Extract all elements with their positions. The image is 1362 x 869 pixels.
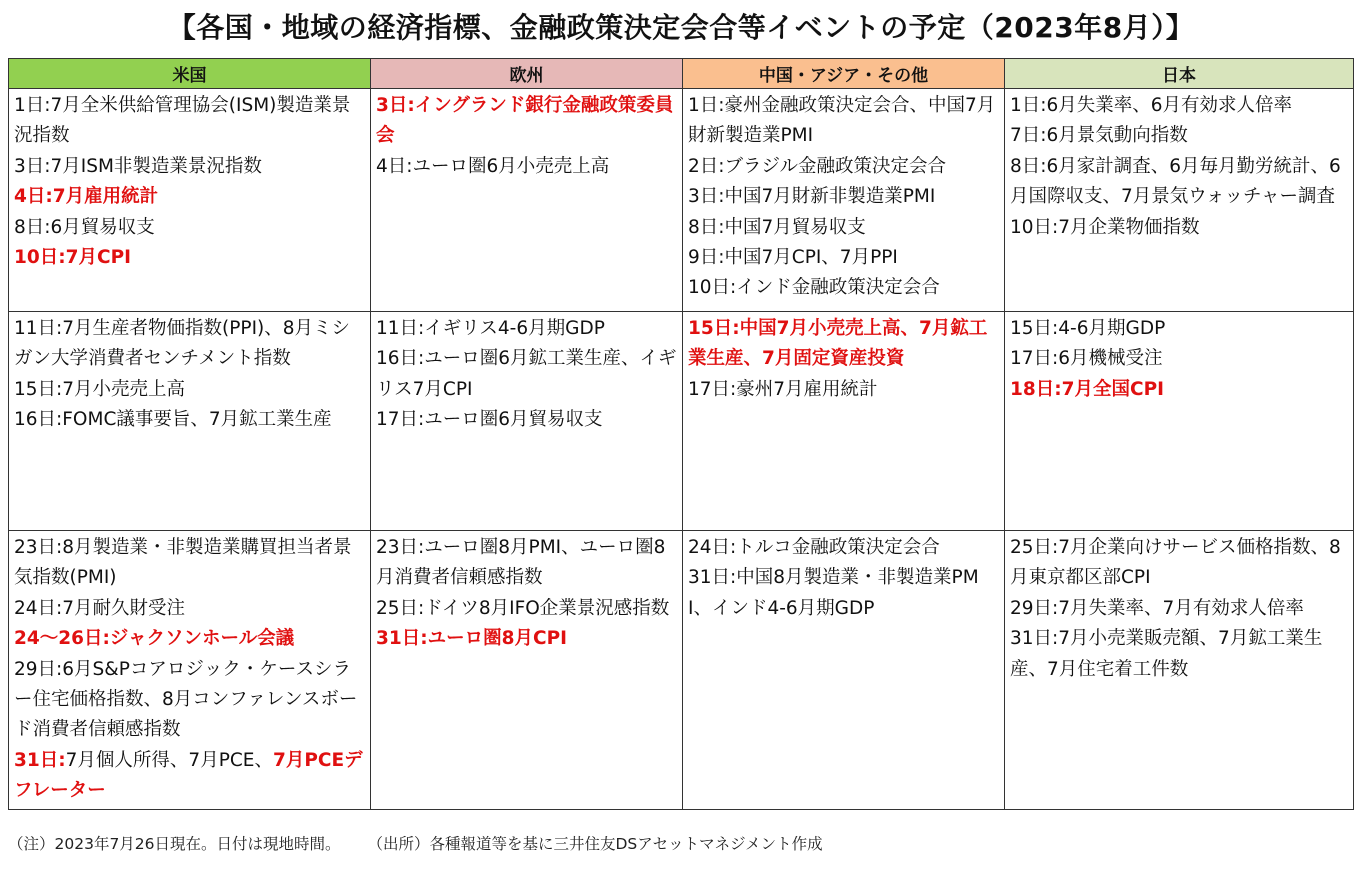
- event-item: 10日:7月企業物価指数: [1010, 216, 1200, 238]
- event-item: 2日:ブラジル金融政策決定会合: [688, 155, 947, 177]
- event-item: 29日:7月失業率、7月有効求人倍率: [1010, 597, 1304, 619]
- cell-europe: [371, 531, 683, 810]
- cell-europe: [371, 89, 683, 312]
- event-item: 3日:イングランド銀行金融政策委員会: [376, 95, 674, 147]
- event-item: 17日:豪州7月雇用統計: [688, 378, 878, 400]
- header-china-asia-other: 中国・アジア・その他: [683, 59, 1005, 89]
- event-item: 1日:豪州金融政策決定会合、中国7月財新製造業PMI: [688, 95, 996, 147]
- event-item: 1日:7月全米供給管理協会(ISM)製造業景況指数: [14, 95, 351, 147]
- header-row: [9, 59, 1354, 89]
- event-item: 10日:インド金融政策決定会合: [688, 277, 940, 299]
- event-item: 24日:トルコ金融政策決定会合: [688, 537, 940, 558]
- event-item: 17日:6月機械受注: [1010, 348, 1163, 370]
- event-item: 7日:6月景気動向指数: [1010, 125, 1188, 147]
- cell-japan: [1005, 531, 1354, 810]
- event-item: 11日:イギリス4-6月期GDP: [376, 318, 605, 339]
- event-item: 8日:6月貿易収支: [14, 216, 155, 238]
- cell-china-asia-other: [683, 89, 1005, 312]
- event-item: 18日:7月全国CPI: [1010, 378, 1165, 400]
- event-item: 16日:ユーロ圏6月鉱工業生産、イギリス7月CPI: [376, 348, 677, 400]
- footnote-note: （注）2023年7月26日現在。日付は現地時間。: [8, 835, 341, 853]
- table-row: [9, 89, 1354, 312]
- page-title: 【各国・地域の経済指標、金融政策決定会合等イベントの予定（2023年8月）】: [167, 11, 1195, 44]
- footnote-source: （出所）各種報道等を基に三井住友DSアセットマネジメント作成: [367, 835, 823, 853]
- header-japan: 日本: [1005, 59, 1354, 89]
- table-row: [9, 312, 1354, 531]
- event-item: 23日:ユーロ圏8月PMI、ユーロ圏8月消費者信頼感指数: [376, 537, 666, 589]
- event-item: [14, 746, 366, 807]
- event-item: 8日:中国7月貿易収支: [688, 216, 866, 238]
- event-item: 25日:7月企業向けサービス価格指数、8月東京都区部CPI: [1010, 537, 1341, 589]
- event-calendar-table: [8, 58, 1354, 810]
- header-europe: 欧州: [371, 59, 683, 89]
- event-item: 9日:中国7月CPI、7月PPI: [688, 247, 898, 269]
- event-item: 23日:8月製造業・非製造業購買担当者景気指数(PMI): [14, 537, 352, 589]
- cell-europe: [371, 312, 683, 531]
- event-item: 31日:中国8月製造業・非製造業PMI、インド4-6月期GDP: [688, 567, 979, 619]
- cell-japan: [1005, 312, 1354, 531]
- event-item: 31日:ユーロ圏8月CPI: [376, 628, 568, 650]
- event-item: 24～26日:ジャクソンホール会議: [14, 628, 295, 650]
- header-us: 米国: [9, 59, 371, 89]
- event-item: 15日:7月小売売上高: [14, 378, 186, 400]
- event-item: 31日:7月小売業販売額、7月鉱工業生産、7月住宅着工件数: [1010, 628, 1323, 680]
- event-item: 3日:7月ISM非製造業景況指数: [14, 155, 262, 177]
- footnote: [8, 832, 845, 856]
- event-text-part: 31日:: [14, 749, 66, 771]
- event-item: 4日:ユーロ圏6月小売売上高: [376, 155, 610, 177]
- event-item: 15日:中国7月小売売上高、7月鉱工業生産、7月固定資産投資: [688, 318, 988, 370]
- event-item: 1日:6月失業率、6月有効求人倍率: [1010, 95, 1293, 116]
- event-item: 24日:7月耐久財受注: [14, 597, 186, 619]
- table-row: [9, 531, 1354, 810]
- event-item: 8日:6月家計調査、6月毎月勤労統計、6月国際収支、7月景気ウォッチャー調査: [1010, 155, 1341, 208]
- event-item: 17日:ユーロ圏6月貿易収支: [376, 409, 603, 431]
- event-item: 11日:7月生産者物価指数(PPI)、8月ミシガン大学消費者センチメント指数: [14, 318, 351, 370]
- event-item: 25日:ドイツ8月IFO企業景況感指数: [376, 597, 670, 619]
- event-item: 10日:7月CPI: [14, 247, 132, 269]
- event-item: 15日:4-6月期GDP: [1010, 318, 1166, 339]
- cell-japan: [1005, 89, 1354, 312]
- cell-us: [9, 531, 371, 810]
- cell-china-asia-other: [683, 531, 1005, 810]
- event-item: 4日:7月雇用統計: [14, 186, 159, 208]
- event-item: 3日:中国7月財新非製造業PMI: [688, 186, 936, 208]
- cell-us: [9, 312, 371, 531]
- event-text-part: 7月PCEデフレーター: [14, 749, 363, 802]
- event-item: 29日:6月S&Pコアロジック・ケースシラー住宅価格指数、8月コンファレンスボード消費者信頼感指数: [14, 658, 358, 741]
- event-item: 16日:FOMC議事要旨、7月鉱工業生産: [14, 409, 332, 431]
- cell-china-asia-other: [683, 312, 1005, 531]
- event-text-part: 7月個人所得、7月PCE、: [65, 749, 273, 771]
- cell-us: [9, 89, 371, 312]
